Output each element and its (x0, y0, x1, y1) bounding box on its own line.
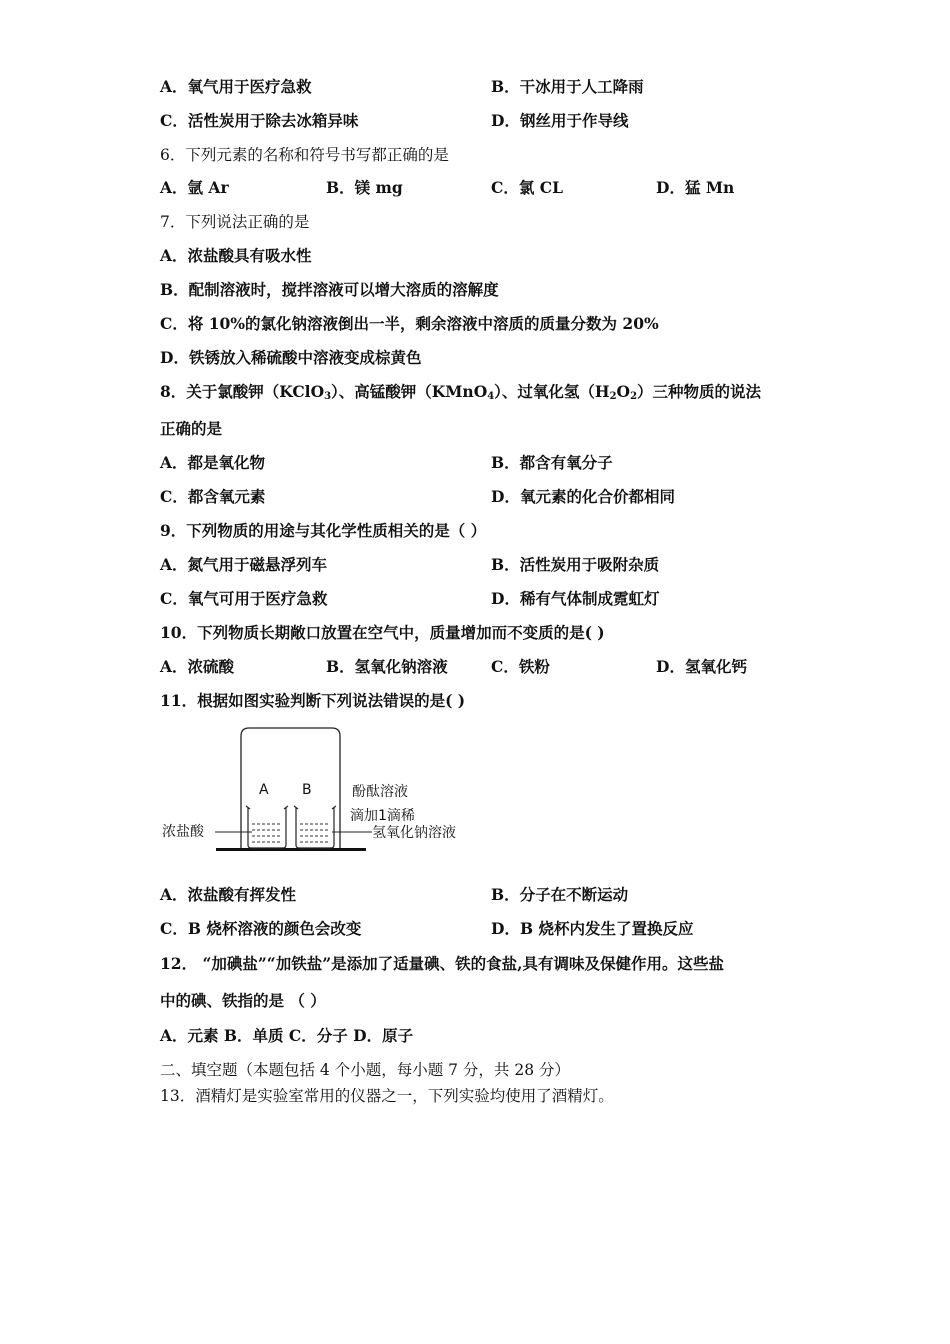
q10-option-d: D．氢氧化钙 (656, 657, 747, 676)
q10-stem: 10．下列物质长期敞口放置在空气中，质量增加而不变质的是( ) (160, 623, 605, 642)
q11-option-a: A．浓盐酸有挥发性 (160, 885, 297, 904)
q5-option-b: B．干冰用于人工降雨 (491, 77, 644, 96)
q11-stem: 11．根据如图实验判断下列说法错误的是( ) (160, 691, 466, 710)
q8-option-c: C．都含氧元素 (160, 487, 266, 506)
q9-option-b: B．活性炭用于吸附杂质 (491, 555, 660, 574)
q11-option-c: C．B 烧杯溶液的颜色会改变 (160, 919, 362, 938)
label-b: B (302, 782, 312, 798)
beaker-a (246, 806, 288, 848)
q8-stem-line2: 正确的是 (160, 419, 223, 438)
q12-stem: 12． “加碘盐”“加铁盐”是添加了适量碘、铁的食盐,具有调味及保健作用。这些盐 (160, 954, 725, 973)
q10-option-b: B．氢氧化钠溶液 (326, 657, 448, 676)
q6-option-b: B．镁 mg (326, 178, 403, 197)
q11-option-b: B．分子在不断运动 (491, 885, 629, 904)
section-title: 二、填空题（本题包括 4 个小题，每小题 7 分，共 28 分） (160, 1061, 571, 1079)
q10-option-c: C．铁粉 (491, 657, 550, 676)
q7-option-b: B．配制溶液时，搅拌溶液可以增大溶质的溶解度 (160, 280, 499, 299)
label-naoh: 氢氧化钠溶液 (372, 825, 456, 841)
q5-option-a: A．氧气用于医疗急救 (160, 77, 312, 96)
q9-option-a: A．氮气用于磁悬浮列车 (160, 555, 328, 574)
q6-option-a: A．氩 Ar (160, 178, 229, 197)
q9-stem: 9．下列物质的用途与其化学性质相关的是（ ） (160, 521, 487, 540)
label-a: A (259, 782, 269, 798)
q12-stem-line2: 中的碘、铁指的是 （ ） (160, 991, 326, 1010)
q8-option-d: D．氧元素的化合价都相同 (491, 487, 675, 506)
q7-option-c: C．将 10%的氯化钠溶液倒出一半，剩余溶液中溶质的质量分数为 20% (160, 314, 659, 333)
q5-option-d: D．钢丝用于作导线 (491, 111, 629, 130)
experiment-figure (160, 724, 480, 858)
q8-option-b: B．都含有氧分子 (491, 453, 613, 472)
q10-option-a: A．浓硫酸 (160, 657, 235, 676)
q11-option-d: D．B 烧杯内发生了置换反应 (491, 919, 694, 938)
q6-option-d: D．猛 Mn (656, 178, 735, 197)
q9-option-c: C．氧气可用于医疗急救 (160, 589, 328, 608)
label-phenolphthalein: 酚酞溶液 (352, 784, 408, 800)
q7-option-d: D．铁锈放入稀硫酸中溶液变成棕黄色 (160, 348, 422, 367)
beaker-b (294, 806, 336, 848)
q12-options: A．元素 B．单质 C．分子 D．原子 (160, 1026, 414, 1045)
q8-stem: 8．关于氯酸钾（KClO$_3$）、高锰酸钾（KMnO$_4$）、过氧化氢$(H_2O_2)$三种物质的说法 (160, 382, 762, 402)
q13-stem: 13．酒精灯是实验室常用的仪器之一，下列实验均使用了酒精灯。 (160, 1087, 614, 1105)
q7-option-a: A．浓盐酸具有吸水性 (160, 246, 312, 265)
q6-option-c: C．氯 CL (491, 178, 563, 197)
q7-stem: 7．下列说法正确的是 (160, 213, 310, 231)
q6-stem: 6．下列元素的名称和符号书写都正确的是 (160, 146, 449, 164)
q5-option-c: C．活性炭用于除去冰箱异味 (160, 111, 359, 130)
q8-option-a: A．都是氧化物 (160, 453, 266, 472)
q9-option-d: D．稀有气体制成霓虹灯 (491, 589, 660, 608)
label-hcl: 浓盐酸 (162, 824, 204, 840)
label-drop: 滴加1滴稀 (350, 808, 415, 824)
base-plate (216, 848, 366, 851)
